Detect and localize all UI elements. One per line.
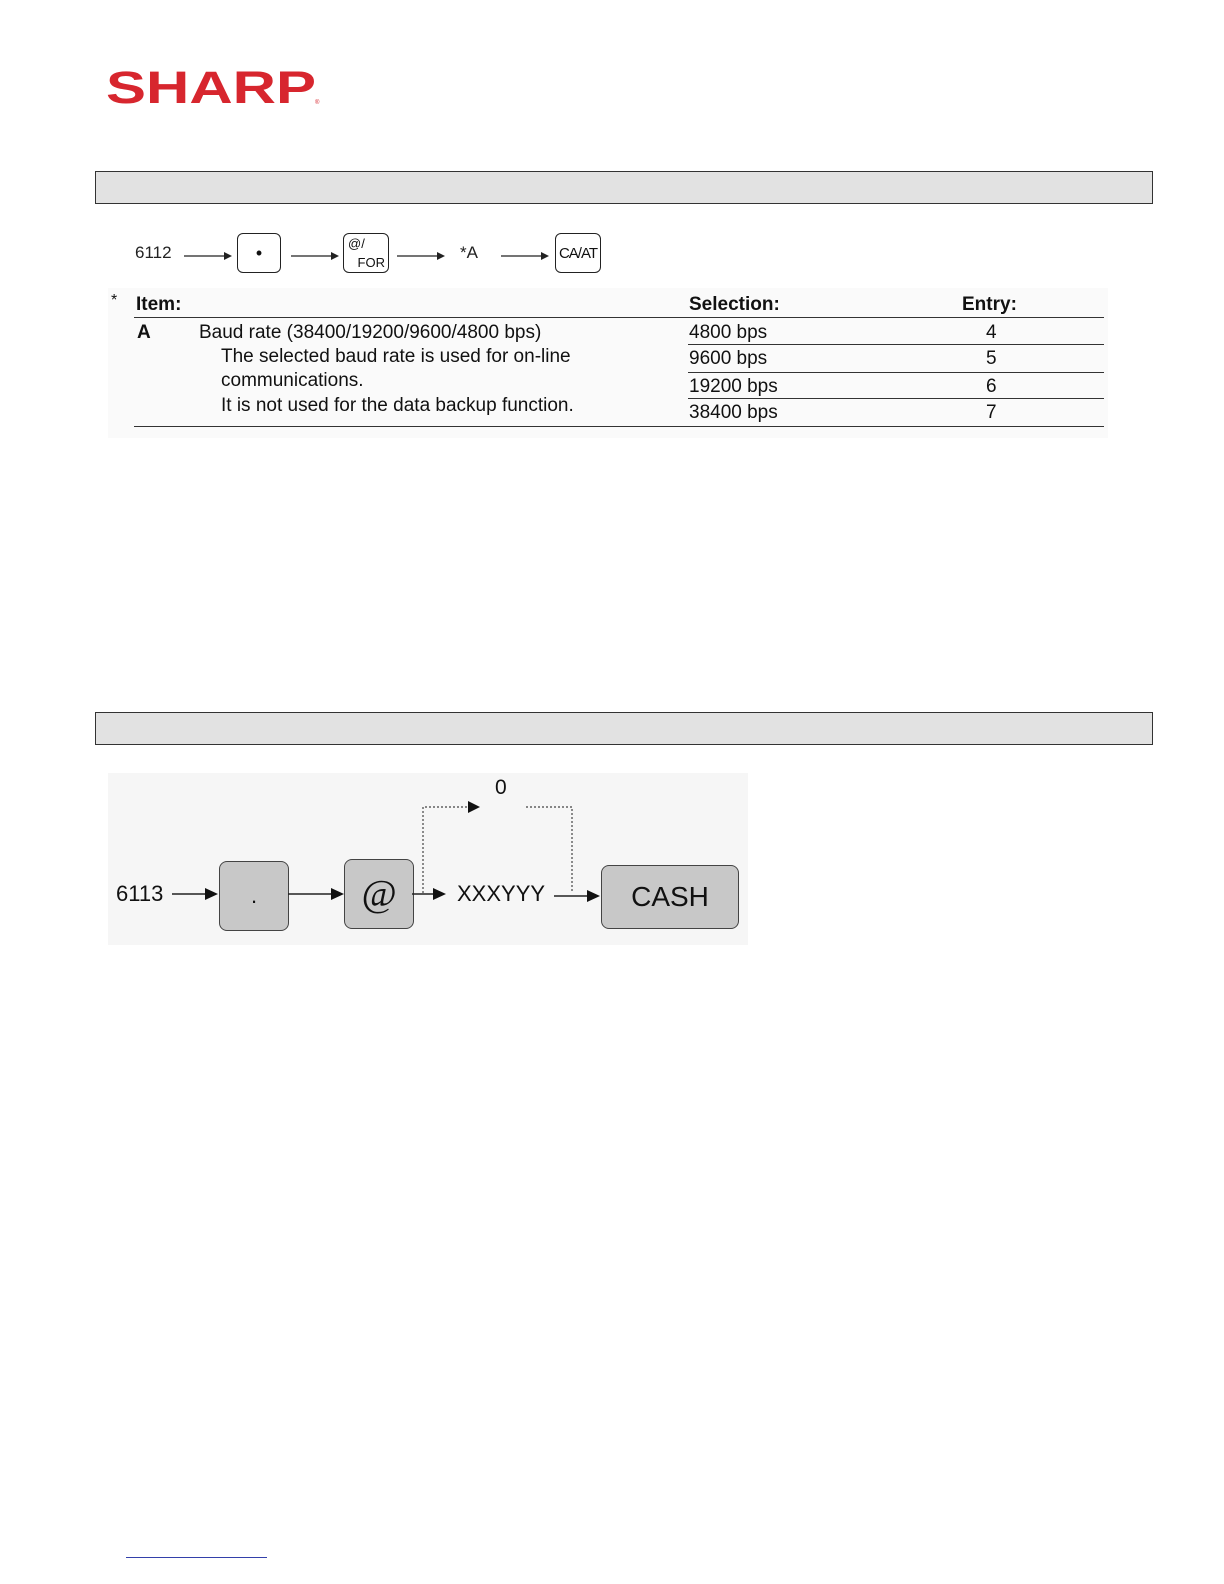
item-title: Baud rate (38400/19200/9600/4800 bps) <box>199 322 542 343</box>
arrow-icon <box>184 252 232 260</box>
header-item: Item: <box>136 294 182 315</box>
asterisk: * <box>111 292 118 309</box>
selection-cell: 38400 bps <box>689 402 778 423</box>
item-desc-line: The selected baud rate is used for on-line <box>221 346 571 367</box>
arrow-icon <box>288 887 346 901</box>
footer-link-underline[interactable] <box>126 1557 267 1558</box>
arrow-icon <box>501 252 549 260</box>
selection-cell: 19200 bps <box>689 376 778 397</box>
arrow-icon <box>554 889 602 903</box>
entry-cell: 5 <box>986 348 997 369</box>
item-letter: A <box>137 322 151 343</box>
key-sequence-6113 <box>108 773 748 945</box>
zero-option: 0 <box>495 776 507 799</box>
arrow-icon <box>172 887 220 901</box>
decimal-key: • <box>237 233 281 273</box>
key-sequence-6112 <box>130 226 1110 282</box>
sharp-logo <box>105 66 325 110</box>
table-bottom-rule <box>134 426 1104 427</box>
selection-cell: 9600 bps <box>689 348 768 369</box>
row-rule <box>688 344 1104 345</box>
svg-text:®: ® <box>315 100 320 106</box>
entry-cell: 4 <box>986 322 997 343</box>
selection-cell: 4800 bps <box>689 322 768 343</box>
entry-cell: 7 <box>986 402 997 423</box>
section-header-bar-2 <box>95 712 1153 745</box>
header-entry: Entry: <box>962 294 1017 315</box>
item-desc-line: It is not used for the data backup function. <box>221 395 574 416</box>
item-desc-line: communications. <box>221 370 364 391</box>
section-header-bar-1 <box>95 171 1153 204</box>
entry-cell: 6 <box>986 376 997 397</box>
cash-key: CASH <box>601 865 739 929</box>
sequence-code: 6113 <box>116 881 164 906</box>
header-rule <box>134 317 1104 318</box>
header-selection: Selection: <box>689 294 780 315</box>
ca-at-key: CA/AT <box>555 233 601 273</box>
value-xxxyyy: XXXYYY <box>457 881 546 906</box>
param-a: *A <box>460 243 478 262</box>
arrow-icon <box>397 252 445 260</box>
decimal-key: . <box>219 861 289 931</box>
row-rule <box>688 372 1104 373</box>
arrow-icon <box>291 252 339 260</box>
at-key: @ <box>344 859 414 929</box>
sequence-code: 6112 <box>135 243 172 262</box>
at-for-key: @/ FOR <box>343 233 389 273</box>
baud-rate-table <box>108 288 1108 438</box>
row-rule <box>688 398 1104 399</box>
logo-text: SHARP <box>106 66 316 110</box>
